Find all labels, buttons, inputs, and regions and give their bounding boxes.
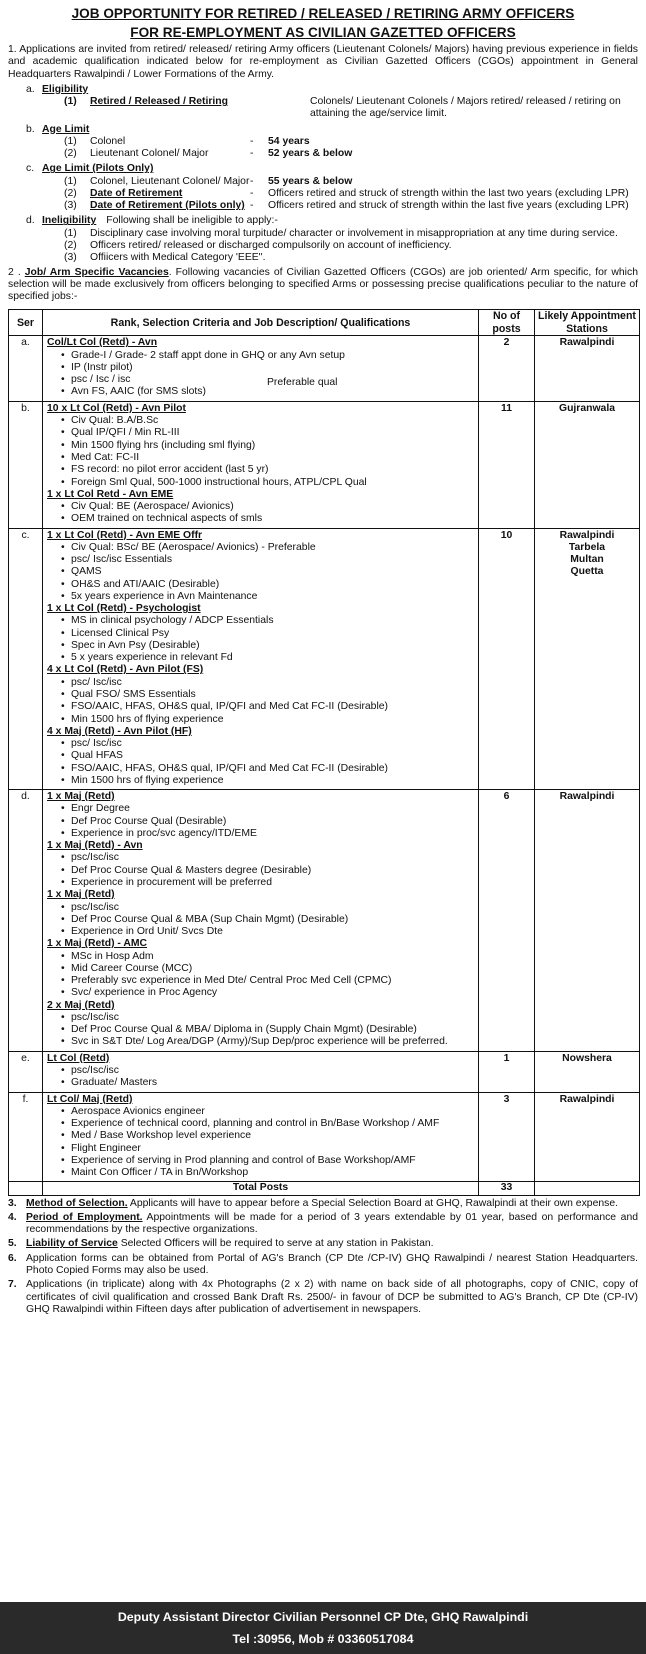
- row-description: [43, 528, 479, 790]
- age-pilots-dash: -: [250, 200, 254, 212]
- total-label: Total Posts: [43, 1182, 479, 1195]
- job-qualifications: [47, 852, 474, 889]
- qualification-item: • Svc in S&T Dte/ Log Area/DGP (Army)/Sup Dep/proc experience will be preferred.: [61, 1036, 474, 1048]
- point-body: [26, 1198, 618, 1210]
- qualification-item: • psc/ Isc/isc: [61, 677, 474, 689]
- point-title: Period of Employment.: [26, 1211, 143, 1223]
- ineligibility-title: Ineligibility: [42, 215, 97, 227]
- qualification-item: • Civ Qual: B.A/B.Sc: [61, 415, 474, 427]
- qualification-item: • 5x years experience in Avn Maintenance: [61, 591, 474, 603]
- job-qualifications: [47, 803, 474, 840]
- station-name: Multan: [570, 554, 604, 566]
- row-stations: [535, 336, 640, 402]
- heading-line-1: JOB OPPORTUNITY FOR RETIRED / RELEASED / RETIRING ARMY OFFICERS: [71, 6, 575, 21]
- eligibility-row: [8, 96, 638, 121]
- header-posts: No of posts: [479, 310, 535, 336]
- row-description: [43, 401, 479, 528]
- age-pilots-row: [8, 188, 638, 200]
- qualification-item: • Preferably svc experience in Med Dte/ Central Proc Med Cell (CPMC): [61, 975, 474, 987]
- qualification-item: • Experience in proc/svc agency/ITD/EME: [61, 828, 474, 840]
- qualification-item: • Def Proc Course Qual & Masters degree (Desirable): [61, 865, 474, 877]
- job-title: Lt Col (Retd): [47, 1052, 110, 1064]
- qualification-item: • 5 x years experience in relevant Fd: [61, 652, 474, 664]
- age-limit-label: Lieutenant Colonel/ Major: [90, 148, 209, 160]
- total-spacer: [9, 1182, 43, 1195]
- row-ser: a.: [9, 336, 43, 402]
- job-qualifications: [47, 501, 474, 526]
- age-pilots-number: (1): [64, 175, 77, 187]
- job-qualifications: [47, 1106, 474, 1180]
- station-name: Tarbela: [568, 541, 606, 553]
- section-2-text: . Following vacancies of Civilian Gazetted Officers (CGOs) are job oriented/ Arm specific, for which selection will be made exclusively from officers belonging to specified Arms or possessing precise qualifications peculiar to the nature of specified jobs:-: [8, 266, 638, 303]
- qualification-item: • Graduate/ Masters: [61, 1077, 474, 1089]
- total-row: [9, 1182, 640, 1195]
- point-number: 5.: [8, 1238, 17, 1250]
- qualification-item: • psc/Isc/isc: [61, 1012, 474, 1024]
- job-title: 1 x Maj (Retd) - Avn: [47, 840, 143, 852]
- eligibility-label: Retired / Released / Retiring: [90, 96, 229, 108]
- eligibility-letter: a.: [26, 83, 35, 95]
- qualification-item: • Grade-I / Grade- 2 staff appt done in GHQ or any Avn setup: [61, 350, 474, 362]
- qualification-item: • Aerospace Avionics engineer: [61, 1106, 474, 1118]
- qualification-item: • Min 1500 hrs of flying experience: [61, 775, 474, 787]
- job-title: 1 x Lt Col Retd - Avn EME: [47, 488, 174, 500]
- row-ser: f.: [9, 1092, 43, 1182]
- age-pilots-value: Officers retired and struck of strength within the last two years (excluding LPR): [268, 187, 629, 199]
- station-name: Rawalpindi: [559, 1093, 615, 1105]
- total-value: 33: [479, 1182, 535, 1195]
- qualification-item: • Min 1500 hrs of flying experience: [61, 714, 474, 726]
- qualification-item: • MS in clinical psychology / ADCP Essentials: [61, 615, 474, 627]
- advertisement-heading: [8, 4, 638, 42]
- qualification-item: • Experience of serving in Prod planning and control of Base Workshop/AMF: [61, 1155, 474, 1167]
- qualification-item: • Med Cat: FC-II: [61, 452, 474, 464]
- job-title: Lt Col/ Maj (Retd): [47, 1093, 133, 1105]
- age-pilots-number: (2): [64, 187, 77, 199]
- point-number: 7.: [8, 1279, 17, 1291]
- ineligibility-row: [8, 240, 638, 252]
- qualification-item: • psc/Isc/isc: [61, 1065, 474, 1077]
- age-pilots-label: Date of Retirement: [90, 187, 183, 199]
- row-description: [43, 1051, 479, 1092]
- station-name: Nowshera: [562, 1052, 612, 1064]
- job-title: Col/Lt Col (Retd) - Avn: [47, 337, 158, 349]
- age-limit-row: [8, 136, 638, 148]
- age-pilots-value: Officers retired and struck of strength within the last five years (excluding LPR): [268, 200, 629, 212]
- qualification-item: • Med / Base Workshop level experience: [61, 1130, 474, 1142]
- age-limit-number: (2): [64, 148, 77, 160]
- qualification-item: • Avn FS, AAIC (for SMS slots): [61, 386, 474, 398]
- qualification-item: • psc / Isc / isc: [61, 374, 474, 386]
- qualification-item: • Flight Engineer: [61, 1143, 474, 1155]
- age-pilots-row: [8, 176, 638, 188]
- row-posts: 3: [479, 1092, 535, 1182]
- table-row: [9, 1051, 640, 1092]
- age-limit-value: 54 years: [268, 135, 310, 147]
- point-number: 3.: [8, 1197, 17, 1209]
- row-stations: [535, 528, 640, 790]
- row-ser: d.: [9, 790, 43, 1052]
- point-text: Selected Officers will be required to serve at any station in Pakistan.: [117, 1238, 434, 1250]
- age-limit-dash: -: [250, 148, 254, 160]
- point-number: 6.: [8, 1252, 17, 1264]
- job-qualifications: [47, 415, 474, 489]
- qualification-item: • FSO/AAIC, HFAS, OH&S qual, IP/QFI and Med Cat FC-II (Desirable): [61, 763, 474, 775]
- ineligibility-letter: d.: [26, 215, 35, 227]
- job-qualifications: [47, 615, 474, 664]
- row-posts: 11: [479, 401, 535, 528]
- row-posts: 6: [479, 790, 535, 1052]
- qualification-item: • Qual FSO/ SMS Essentials: [61, 689, 474, 701]
- qualification-item: • FSO/AAIC, HFAS, OH&S qual, IP/QFI and Med Cat FC-II (Desirable): [61, 701, 474, 713]
- ineligibility-section: [8, 215, 638, 227]
- ineligibility-number: (2): [64, 239, 77, 251]
- job-qualifications: [47, 902, 474, 939]
- point-body: [26, 1253, 638, 1278]
- ineligibility-value: Disciplinary case involving moral turpitude/ character or involvement in misappropriation at any time during service.: [90, 227, 618, 239]
- numbered-point: [8, 1253, 638, 1278]
- table-row: [9, 336, 640, 402]
- job-title: 1 x Lt Col (Retd) - Psychologist: [47, 603, 201, 615]
- age-limit-value: 52 years & below: [268, 148, 353, 160]
- heading-line-2: FOR RE-EMPLOYMENT AS CIVILIAN GAZETTED OFFICERS: [130, 25, 516, 40]
- qualification-item: • Licensed Clinical Psy: [61, 628, 474, 640]
- job-qualifications: [47, 350, 474, 399]
- station-name: Quetta: [570, 566, 604, 578]
- ineligibility-row: [8, 228, 638, 240]
- header-desc: Rank, Selection Criteria and Job Description/ Qualifications: [43, 310, 479, 336]
- ineligibility-value: Offiicers with Medical Category 'EEE''.: [90, 252, 266, 264]
- ineligibility-lead: Following shall be ineligible to apply:-: [106, 215, 278, 227]
- row-stations: [535, 790, 640, 1052]
- footer-line-1: Deputy Assistant Director Civilian Personnel CP Dte, GHQ Rawalpindi: [117, 1610, 529, 1624]
- qualification-item: • MSc in Hosp Adm: [61, 951, 474, 963]
- job-qualifications: [47, 1065, 474, 1090]
- age-limit-number: (1): [64, 135, 77, 147]
- row-posts: 2: [479, 336, 535, 402]
- qualification-item: • Spec in Avn Psy (Desirable): [61, 640, 474, 652]
- job-qualifications: [47, 1012, 474, 1049]
- station-name: Rawalpindi: [559, 791, 615, 803]
- qualification-item: • Mid Career Course (MCC): [61, 963, 474, 975]
- table-row: [9, 790, 640, 1052]
- numbered-point: [8, 1238, 638, 1250]
- numbered-point: [8, 1212, 638, 1237]
- age-limit-dash: -: [250, 135, 254, 147]
- job-title: 10 x Lt Col (Retd) - Avn Pilot: [47, 402, 186, 414]
- section-2-paragraph: [8, 267, 638, 304]
- ineligibility-number: (1): [64, 227, 77, 239]
- numbered-point: [8, 1279, 638, 1316]
- row-posts: 1: [479, 1051, 535, 1092]
- age-limit-label: Colonel: [90, 135, 126, 147]
- age-pilots-value: 55 years & below: [268, 175, 353, 187]
- table-header-row: [9, 310, 640, 336]
- age-pilots-section: [8, 163, 638, 175]
- age-pilots-letter: c.: [26, 163, 35, 175]
- job-title: 4 x Lt Col (Retd) - Avn Pilot (FS): [47, 664, 204, 676]
- qualification-item: • Maint Con Officer / TA in Bn/Workshop: [61, 1167, 474, 1179]
- qualification-item: • QAMS: [61, 566, 474, 578]
- job-qualifications: [47, 951, 474, 1000]
- point-text: Applicants will have to appear before a Special Selection Board at GHQ, Rawalpindi at their own expense.: [127, 1197, 618, 1209]
- age-pilots-label: Colonel, Lieutenant Colonel/ Major: [90, 175, 250, 187]
- job-title: 1 x Maj (Retd) - AMC: [47, 938, 148, 950]
- job-title: 1 x Lt Col (Retd) - Avn EME Offr: [47, 529, 203, 541]
- ineligibility-value: Officers retired/ released or discharged compulsorily on account of inefficiency.: [90, 239, 452, 251]
- qualification-item: • Experience in procurement will be preferred: [61, 877, 474, 889]
- eligibility-value: Colonels/ Lieutenant Colonels / Majors retired/ released / retiring on attaining the age/service limit.: [310, 96, 621, 120]
- header-ser: Ser: [9, 310, 43, 336]
- job-title: 4 x Maj (Retd) - Avn Pilot (HF): [47, 725, 192, 737]
- point-text: Appointments will be made for a period of 3 years extendable by 01 year, based on performance and recommendations by the respective organizations.: [26, 1211, 639, 1236]
- table-row: [9, 528, 640, 790]
- table-row: [9, 401, 640, 528]
- ineligibility-number: (3): [64, 252, 77, 264]
- job-title: 1 x Maj (Retd): [47, 889, 115, 901]
- footer-line-2: Tel :30956, Mob # 03360517084: [232, 1632, 414, 1646]
- row-stations: [535, 1051, 640, 1092]
- row-ser: c.: [9, 528, 43, 790]
- row-ser: e.: [9, 1051, 43, 1092]
- age-limit-row: [8, 148, 638, 160]
- row-stations: [535, 1092, 640, 1182]
- qualification-item: • OH&S and ATI/AAIC (Desirable): [61, 579, 474, 591]
- eligibility-title: Eligibility: [42, 83, 89, 95]
- point-title: Method of Selection.: [26, 1197, 128, 1209]
- point-body: [26, 1279, 638, 1316]
- age-pilots-number: (3): [64, 200, 77, 212]
- qualification-item: • psc/Isc/isc: [61, 902, 474, 914]
- row-description: [43, 790, 479, 1052]
- age-pilots-row: [8, 200, 638, 212]
- station-name: Rawalpindi: [559, 337, 615, 349]
- row-description: [43, 1092, 479, 1182]
- point-text: Applications (in triplicate) along with 4x Photographs (2 x 2) with name on back side of all photographs, copy of CNIC, copy of certificates of civil qualification and crossed Bank Draft Rs. 2500/- in favour of DCP be submitted to AG's Branch, CP Dte (CP-IV) GHQ Rawalpindi within Fifteen days after publication of advertisement in newspapers.: [26, 1279, 638, 1315]
- eligibility-section: [8, 84, 638, 96]
- job-qualifications: [47, 677, 474, 726]
- qualification-item: • IP (Instr pilot): [61, 362, 474, 374]
- job-note: Preferable qual: [267, 376, 338, 388]
- table-row: [9, 1092, 640, 1182]
- qualification-item: • Def Proc Course Qual & MBA (Sup Chain Mgmt) (Desirable): [61, 914, 474, 926]
- qualification-item: • Def Proc Course Qual & MBA/ Diploma in (Supply Chain Mgmt) (Desirable): [61, 1024, 474, 1036]
- qualification-item: • psc/Isc/isc: [61, 852, 474, 864]
- qualification-item: • OEM trained on technical aspects of smls: [61, 513, 474, 525]
- qualification-item: • Civ Qual: BE (Aerospace/ Avionics): [61, 501, 474, 513]
- age-pilots-dash: -: [250, 187, 254, 199]
- age-limit-title: Age Limit: [42, 123, 90, 135]
- point-number: 4.: [8, 1211, 17, 1223]
- job-qualifications: [47, 738, 474, 787]
- age-pilots-dash: -: [250, 175, 254, 187]
- station-name: Rawalpindi: [559, 529, 615, 541]
- header-stations: Likely Appointment Stations: [535, 310, 640, 336]
- intro-paragraph: 1. Applications are invited from retired/ released/ retiring Army officers (Lieutenant Colonels/ Majors) having previous experience in fields and academic qualification indicated below for re-employment as Civilian Gazetted Officers (CGOs) appointment in General Headquarters Rawalpindi / Lower Formations of the Army.: [8, 44, 638, 80]
- qualification-item: • Civ Qual: BSc/ BE (Aerospace/ Avionics) - Preferable: [61, 542, 474, 554]
- qualification-item: • Min 1500 flying hrs (including sml flying): [61, 440, 474, 452]
- point-body: [26, 1212, 638, 1237]
- section-2-number: 2 .: [8, 266, 21, 278]
- qualification-item: • Qual HFAS: [61, 750, 474, 762]
- qualification-item: • Qual IP/QFI / Min RL-III: [61, 427, 474, 439]
- point-body: [26, 1238, 434, 1250]
- age-pilots-title: Age Limit (Pilots Only): [42, 163, 154, 175]
- qualification-item: • Experience in Ord Unit/ Svcs Dte: [61, 926, 474, 938]
- qualification-item: • Experience of technical coord, planning and control in Bn/Base Workshop / AMF: [61, 1118, 474, 1130]
- qualification-item: • psc/ Isc/isc Essentials: [61, 554, 474, 566]
- job-qualifications: [47, 542, 474, 603]
- footer-contact: [0, 1602, 646, 1654]
- job-title: 2 x Maj (Retd): [47, 999, 115, 1011]
- numbered-point: [8, 1198, 638, 1210]
- vacancies-table: [8, 309, 640, 1195]
- ineligibility-row: [8, 252, 638, 264]
- eligibility-number: (1): [64, 96, 77, 108]
- qualification-item: • Engr Degree: [61, 803, 474, 815]
- row-stations: [535, 401, 640, 528]
- qualification-item: • psc/ Isc/isc: [61, 738, 474, 750]
- age-pilots-label: Date of Retirement (Pilots only): [90, 200, 245, 212]
- age-limit-section: [8, 124, 638, 136]
- section-2-title: Job/ Arm Specific Vacancies: [24, 266, 169, 278]
- qualification-item: • Foreign Sml Qual, 500-1000 instructional hours, ATPL/CPL Qual: [61, 477, 474, 489]
- point-text: Application forms can be obtained from Portal of AG's Branch (CP Dte /CP-IV) GHQ Rawalpindi / nearest Station Headquarters. Photo Copied Forms may also be used.: [26, 1252, 638, 1276]
- qualification-item: • Def Proc Course Qual (Desirable): [61, 816, 474, 828]
- row-ser: b.: [9, 401, 43, 528]
- qualification-item: • Svc/ experience in Proc Agency: [61, 987, 474, 999]
- qualification-item: • FS record: no pilot error accident (last 5 yr): [61, 464, 474, 476]
- station-name: Gujranwala: [558, 402, 615, 414]
- total-spacer-2: [535, 1182, 640, 1195]
- job-title: 1 x Maj (Retd): [47, 791, 115, 803]
- row-description: [43, 336, 479, 402]
- point-title: Liability of Service: [26, 1238, 118, 1250]
- row-posts: 10: [479, 528, 535, 790]
- age-limit-letter: b.: [26, 123, 35, 135]
